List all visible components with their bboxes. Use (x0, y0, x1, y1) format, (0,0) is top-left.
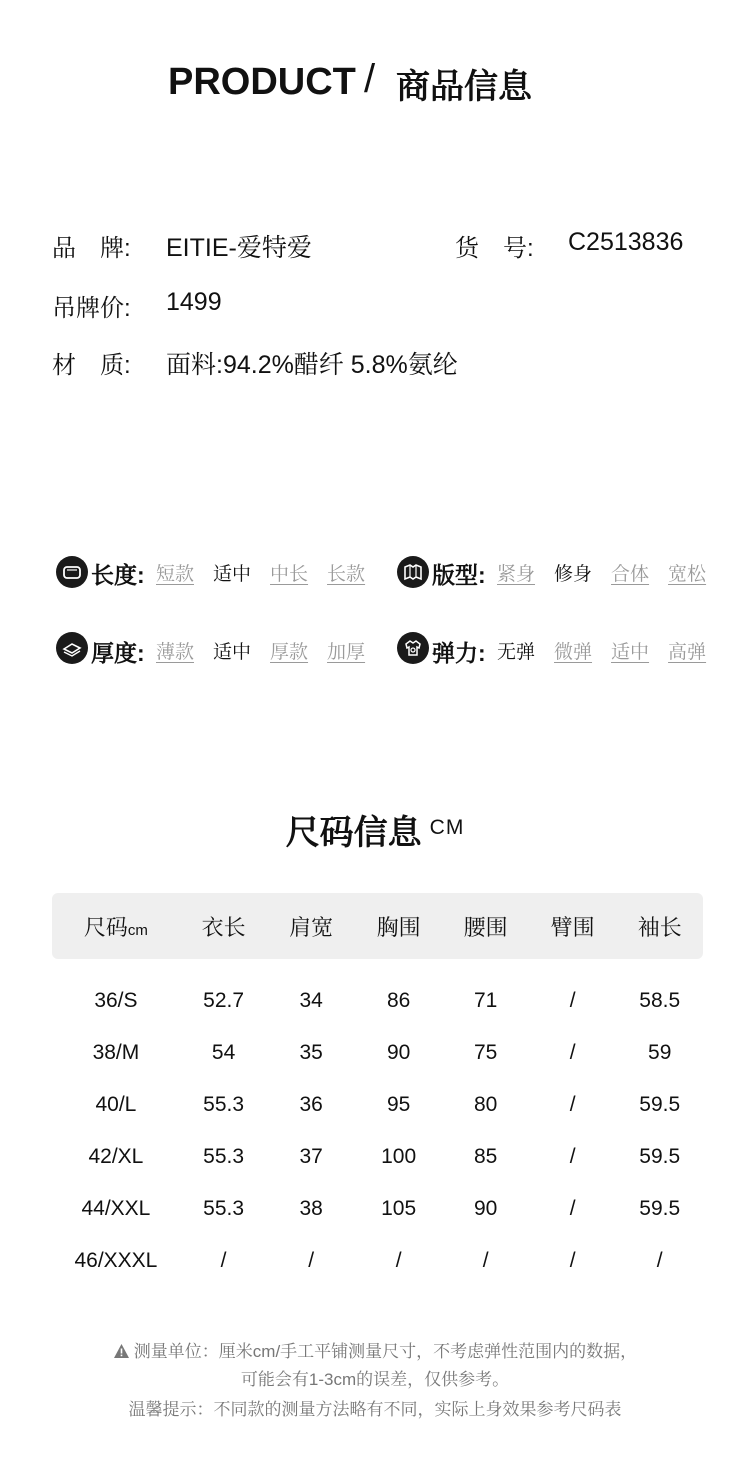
thickness-option-thin: 薄款 (156, 642, 195, 663)
cell-sleeve: 58.5 (639, 989, 681, 1012)
cell-waist: 80 (473, 1093, 498, 1116)
elasticity-option-high: 高弹 (668, 642, 707, 663)
page-title (0, 55, 750, 115)
fit-option-slim: 修身 (554, 564, 593, 585)
fit-option-regular: 合体 (611, 564, 650, 585)
cell-size: 38/M (92, 1041, 140, 1064)
cell-size: 36/S (94, 989, 138, 1012)
header-sleeve: 袖长 (637, 914, 682, 940)
note-line-1 (0, 1337, 750, 1364)
material-label: 材 质: (52, 352, 131, 379)
header-shoulder: 肩宽 (289, 914, 334, 940)
cell-waist: / (482, 1249, 489, 1272)
cell-size: 40/L (95, 1093, 137, 1116)
cell-chest: 105 (381, 1197, 417, 1220)
thickness-option-extra-thick: 加厚 (327, 642, 366, 663)
cell-sleeve: 59.5 (639, 1093, 681, 1116)
table-row (52, 1027, 703, 1079)
material-value: 面料:94.2%醋纤 5.8%氨纶 (166, 351, 458, 379)
cell-length: 55.3 (203, 1197, 245, 1220)
cell-size: 44/XXL (81, 1197, 151, 1220)
table-row (52, 1079, 703, 1131)
cell-arm: / (569, 1145, 576, 1168)
length-option-short: 短款 (156, 564, 195, 585)
size-table (52, 893, 703, 1287)
cell-chest: 95 (386, 1093, 411, 1116)
thickness-icon (56, 632, 88, 664)
thickness-option-thick: 厚款 (270, 642, 309, 663)
elasticity-icon (397, 632, 429, 664)
table-row (52, 1131, 703, 1183)
item-no-value: C2513836 (568, 228, 684, 256)
cell-size: 42/XL (88, 1145, 144, 1168)
cell-waist: 90 (473, 1197, 498, 1220)
brand-label: 品 牌: (52, 235, 131, 262)
cell-sleeve: 59.5 (639, 1145, 681, 1168)
header-size-unit: cm (127, 921, 148, 939)
cell-shoulder: / (308, 1249, 315, 1272)
size-title-unit: CM (429, 816, 465, 839)
price-value: 1499 (166, 288, 222, 316)
cell-length: 55.3 (203, 1093, 245, 1116)
note-line-1-text: 测量单位：厘米cm/手工平铺测量尺寸，不考虑弹性范围内的数据， (133, 1342, 638, 1361)
thickness-options (156, 637, 365, 664)
cell-chest: 90 (386, 1041, 411, 1064)
table-body (52, 959, 703, 1287)
header-size (52, 911, 180, 942)
header-length: 衣长 (201, 914, 246, 940)
cell-chest: 100 (381, 1145, 417, 1168)
table-header (52, 893, 703, 959)
cell-waist: 75 (473, 1041, 498, 1064)
title-separator: / (364, 57, 376, 101)
thickness-option-medium: 适中 (213, 642, 252, 663)
elasticity-option-none: 无弹 (497, 642, 536, 663)
length-options (156, 559, 365, 586)
length-option-medium: 适中 (213, 564, 252, 585)
cell-waist: 85 (473, 1145, 498, 1168)
fit-option-loose: 宽松 (668, 564, 707, 585)
length-option-mid-long: 中长 (270, 564, 309, 585)
cell-chest: / (395, 1249, 402, 1272)
table-row (52, 1235, 703, 1287)
cell-shoulder: 35 (299, 1041, 323, 1064)
cell-sleeve: 59 (648, 1041, 672, 1064)
fit-options (497, 559, 706, 586)
cell-sleeve: / (656, 1249, 663, 1272)
cell-shoulder: 37 (299, 1145, 323, 1168)
fit-icon (397, 556, 429, 588)
header-waist: 腰围 (463, 914, 508, 940)
table-row (52, 975, 703, 1027)
cell-chest: 86 (386, 989, 411, 1012)
cell-sleeve: 59.5 (639, 1197, 681, 1220)
size-title-text: 尺码信息 (285, 814, 422, 852)
item-no-label: 货 号: (455, 235, 534, 262)
cell-arm: / (569, 1197, 576, 1220)
length-label: 长度: (91, 562, 145, 588)
title-english: PRODUCT (168, 61, 356, 103)
cell-length: 54 (211, 1041, 236, 1064)
note-line-2: 可能会有1-3cm的误差，仅供参考。 (240, 1370, 510, 1389)
header-size-label: 尺码 (83, 914, 128, 940)
cell-arm: / (569, 1041, 576, 1064)
length-icon (56, 556, 88, 588)
elasticity-option-slight: 微弹 (554, 642, 593, 663)
table-row (52, 1183, 703, 1235)
cell-arm: / (569, 989, 576, 1012)
cell-length: 55.3 (203, 1145, 245, 1168)
cell-shoulder: 36 (299, 1093, 323, 1116)
header-chest: 胸围 (376, 914, 421, 940)
header-arm: 臂围 (550, 914, 595, 940)
cell-arm: / (569, 1249, 576, 1272)
brand-value: EITIE-爱特爱 (166, 234, 312, 262)
note-line-3: 温馨提示：不同款的测量方法略有不同，实际上身效果参考尺码表 (128, 1400, 622, 1419)
warning-icon (113, 1343, 130, 1364)
cell-size: 46/XXXL (74, 1249, 158, 1272)
cell-length: 52.7 (203, 989, 245, 1012)
elasticity-label: 弹力: (432, 640, 486, 666)
title-chinese: 商品信息 (396, 68, 532, 106)
fit-option-tight: 紧身 (497, 564, 536, 585)
cell-shoulder: 34 (299, 989, 323, 1012)
size-section-title (0, 805, 750, 854)
elasticity-option-medium: 适中 (611, 642, 650, 663)
cell-length: / (220, 1249, 227, 1272)
length-option-long: 长款 (327, 564, 366, 585)
elasticity-options (497, 637, 706, 664)
fit-label: 版型: (432, 562, 486, 588)
cell-waist: 71 (473, 989, 498, 1012)
cell-shoulder: 38 (299, 1197, 323, 1220)
thickness-label: 厚度: (91, 640, 145, 666)
price-label: 吊牌价: (52, 295, 131, 322)
cell-arm: / (569, 1093, 576, 1116)
